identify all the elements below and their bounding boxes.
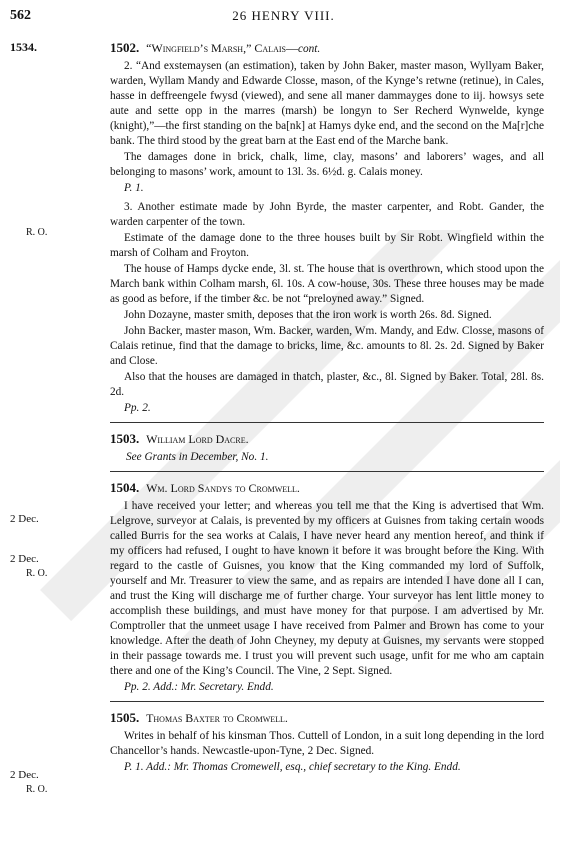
letter-body: I have received your letter; and whereas you tell me that the King is advertised that Wm. Lelgrove, surveyor at Calais, is prevented by my officers at Guisnes from taking certain woods called Burris for the sea works at Calais, I have never heard any mention hereof, and think if my officers had refused, I ought to have known it before it was brought before the King. With regard to the castle of Guisnes, you know that the King commanded my lord of Suffolk, yourself and Mr. Treasurer to view the same, and as repairs are intended I have done all I can, and trust the King will discharge me of further charge. Your surveyor has lent little money to accomplish these buildings, and must have money for that purpose. I am advertised by Mr. Comptroller that the unmeet usage I have received from Palmer and Brown has come to your knowledge. After the death of John Cheyney, my deputy at Guisnes, my servants were stopped in their passage towards me. I trust you will prevent such usage, unfit for me who am captain there and one of the King’s Council. The Vine, 2 Sept. Signed.	[110, 500, 544, 677]
running-title: 26 HENRY VIII.	[232, 8, 335, 23]
entry-number: 1505.	[110, 710, 140, 725]
entry-heading	[110, 480, 544, 497]
letter-footer: P. 1. Add.: Mr. Thomas Cromewell, esq., chief secretary to the King. Endd.	[124, 761, 461, 773]
paragraph: 3. Another estimate made by John Byrde, the master carpenter, and Robt. Gander, the warden carpenter of the town.	[110, 201, 544, 228]
entry-heading	[110, 431, 544, 448]
entry-1502	[110, 40, 544, 416]
entry-title: “Wingfield’s Marsh,” Calais—	[146, 41, 298, 55]
paragraph: John Dozayne, master smith, deposes that the iron work is worth 26s. 8d. Signed.	[124, 309, 492, 321]
page-number: 562	[10, 8, 31, 23]
entry-number: 1502.	[110, 40, 140, 55]
page-count: Pp. 2.	[124, 402, 151, 414]
paragraph: Also that the houses are damaged in thatch, plaster, &c., 8l. Signed by Baker. Total, 28l. 8s. 2d.	[110, 371, 544, 398]
ro-label: R. O.	[26, 568, 48, 579]
entry-title: Wm. Lord Sandys to Cromwell.	[146, 481, 300, 495]
separator-rule	[110, 422, 544, 423]
entry-1505	[110, 710, 544, 775]
entry-number: 1504.	[110, 480, 140, 495]
letter-footer: Pp. 2. Add.: Mr. Secretary. Endd.	[124, 681, 274, 693]
letter-body: Writes in behalf of his kinsman Thos. Cuttell of London, in a suit long depending in the lord Chancellor’s hands. Newcastle-upon-Tyne, 2 Dec. Signed.	[110, 730, 544, 757]
entry-heading	[110, 40, 544, 57]
ro-label: R. O.	[26, 227, 48, 238]
entry-1503	[110, 431, 544, 465]
ro-label: R. O.	[26, 784, 48, 795]
entry-title: William Lord Dacre.	[146, 432, 249, 446]
paragraph: The damages done in brick, chalk, lime, clay, masons’ and laborers’ wages, and all belonging to masons’ work, amount to 13l. 3s. 6½d. g. Calais money.	[110, 151, 544, 178]
main-text	[110, 40, 544, 776]
entry-number: 1503.	[110, 431, 140, 446]
paragraph: 2. “And exstemaysen (an estimation), taken by John Baker, master mason, Wyllyam Baker, warden, Wyllam Mandy and Edwarde Closse, mason, of the Kynge’s retwne (retinue), in Cales, hasse in deffreengele fwysd (viewed), and sene all maner dammayges done to iij. howsys sete aute and sette opp in the marres (marsh) be longyn to Ser Recherd Wynwelde, kynge (knight),”—the first standing on the ba[nk] at Hamys dyke end, and the second on the Ma[r]che bank. The third stood by the great barn at the East end of the Marche bank.	[110, 60, 544, 147]
date-label: 2 Dec.	[10, 513, 39, 525]
separator-rule	[110, 471, 544, 472]
page-count: P. 1.	[124, 182, 144, 194]
paragraph: John Backer, master mason, Wm. Backer, warden, Wm. Mandy, and Edw. Closse, masons of Calais retinue, find that the damage to bricks, lime, &c. amounts to 8l. 2s. 2d. Signed by Baker and Close.	[110, 325, 544, 367]
page-header	[0, 8, 567, 28]
entry-title: Thomas Baxter to Cromwell.	[146, 711, 288, 725]
paragraph: The house of Hamps dycke ende, 3l. st. The house that is overthrown, which stood upon the March bank within Colham marsh, 6l. 10s. A cow-house, 30s. These three houses may be made as good as before, if the timber &c. be not “preloyned away.” Signed.	[110, 263, 544, 305]
year-label: 1534.	[10, 40, 37, 54]
separator-rule	[110, 701, 544, 702]
entry-title-cont: cont.	[297, 43, 321, 55]
entry-1504	[110, 480, 544, 695]
date-label: 2 Dec.	[10, 769, 39, 781]
date-label: 2 Dec.	[10, 553, 39, 565]
cross-reference: See Grants in December, No. 1.	[126, 451, 269, 463]
paragraph: Estimate of the damage done to the three houses built by Sir Robt. Wingfield within the marsh of Colham and Froyton.	[110, 232, 544, 259]
entry-heading	[110, 710, 544, 727]
